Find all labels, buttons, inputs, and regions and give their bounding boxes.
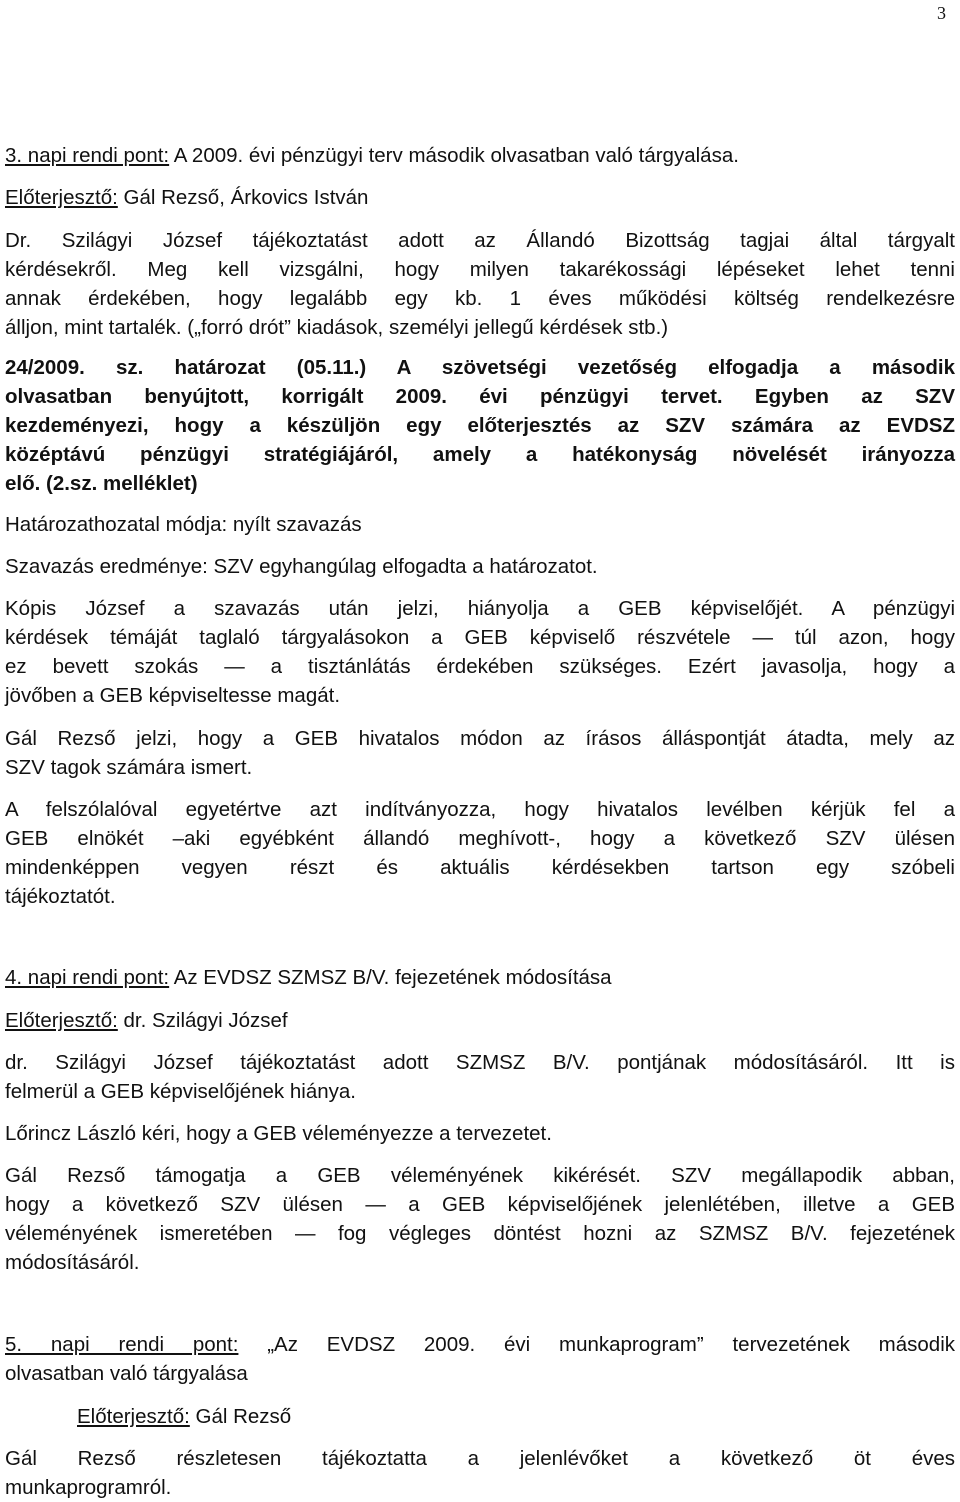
item3-para4-line: mindenképpen vegyen részt és aktuális kérdésekben tartson egy szóbeli bbox=[5, 856, 955, 879]
item5-heading bbox=[5, 1331, 955, 1359]
item4-para3-line: Gál Rezső támogatja a GEB véleményének kikérését. SZV megállapodik abban, bbox=[5, 1164, 955, 1187]
item3-para1-line: kérdésekről. Meg kell vizsgálni, hogy milyen takarékossági lépéseket lehet tenni bbox=[5, 258, 955, 281]
item3-para4-line: GEB elnökét –aki egyébként állandó meghívott-, hogy a következő SZV ülésen bbox=[5, 827, 955, 850]
item3-presenter-text: Gál Rezső, Árkovics István bbox=[117, 186, 369, 209]
item3-heading-label: 3. napi rendi pont: bbox=[5, 144, 170, 167]
item4-heading-text: Az EVDSZ SZMSZ B/V. fejezetének módosítása bbox=[169, 966, 612, 989]
item4-para3-line: véleményének ismeretében — fog végleges döntést hozni az SZMSZ B/V. fejezetének bbox=[5, 1222, 955, 1245]
item5-presenter bbox=[77, 1403, 955, 1431]
item4-para1-line: felmerül a GEB képviselőjének hiánya. bbox=[5, 1080, 356, 1103]
item3-presenter bbox=[5, 184, 955, 212]
item4-para3-line: módosításáról. bbox=[5, 1251, 140, 1274]
resolution-line: olvasatban benyújtott, korrigált 2009. évi pénzügyi tervet. Egyben az SZV bbox=[5, 385, 955, 408]
item3-heading bbox=[5, 142, 955, 170]
vote-result: Szavazás eredménye: SZV egyhangúlag elfogadta a határozatot. bbox=[5, 555, 598, 578]
item3-para1-line: álljon, mint tartalék. („forró drót” kiadások, személyi jellegű kérdések stb.) bbox=[5, 316, 669, 339]
item5-para1-line: munkaprogramról. bbox=[5, 1476, 172, 1499]
item4-presenter-label: Előterjesztő: bbox=[5, 1009, 118, 1032]
resolution-line: elő. (2.sz. melléklet) bbox=[5, 472, 198, 495]
item3-para2-line: jövőben a GEB képviseltesse magát. bbox=[5, 684, 341, 707]
item4-para2: Lőrincz László kéri, hogy a GEB véleményezze a tervezetet. bbox=[5, 1122, 552, 1145]
item5-heading-label: 5. napi rendi pont: bbox=[5, 1333, 239, 1356]
resolution-line: kezdeményezi, hogy a készüljön egy előterjesztés az SZV számára az EVDSZ bbox=[5, 414, 955, 437]
item3-para4-line: A felszólalóval egyetértve azt indítványozza, hogy hivatalos levélben kérjük fel a bbox=[5, 798, 955, 821]
item5-presenter-text: Gál Rezső bbox=[189, 1405, 292, 1428]
item4-para1-line: dr. Szilágyi József tájékoztatást adott SZMSZ B/V. pontjának módosításáról. Itt is bbox=[5, 1051, 955, 1074]
item4-heading bbox=[5, 964, 955, 992]
item5-heading-text: „Az EVDSZ 2009. évi munkaprogram” tervezetének második bbox=[238, 1333, 955, 1356]
item3-heading-text: A 2009. évi pénzügyi terv második olvasatban való tárgyalása. bbox=[169, 144, 739, 167]
item3-para1-line: Dr. Szilágyi József tájékoztatást adott az Állandó Bizottság tagjai által tárgyalt bbox=[5, 229, 955, 252]
item3-para2-line: ez bevett szokás — a tisztánlátás érdekében szükséges. Ezért javasolja, hogy a bbox=[5, 655, 955, 678]
item3-para2-line: Kópis József a szavazás után jelzi, hiányolja a GEB képviselőjét. A pénzügyi bbox=[5, 597, 955, 620]
item5-para1-line: Gál Rezső részletesen tájékoztatta a jelenlévőket a következő öt éves bbox=[5, 1447, 955, 1470]
item3-para1-line: annak érdekében, hogy legalább egy kb. 1 éves működési költség rendelkezésre bbox=[5, 287, 955, 310]
item4-heading-label: 4. napi rendi pont: bbox=[5, 966, 170, 989]
item3-para2-line: kérdések témáját taglaló tárgyalásokon a GEB képviselő részvétele — túl azon, hogy bbox=[5, 626, 955, 649]
page-number: 3 bbox=[937, 3, 946, 23]
item4-presenter bbox=[5, 1007, 955, 1035]
item5-presenter-label: Előterjesztő: bbox=[77, 1405, 190, 1428]
resolution-line: 24/2009. sz. határozat (05.11.) A szövetségi vezetőség elfogadja a második bbox=[5, 356, 955, 379]
item4-presenter-text: dr. Szilágyi József bbox=[117, 1009, 288, 1032]
resolution-line: középtávú pénzügyi stratégiájáról, amely a hatékonyság növelését irányozza bbox=[5, 443, 955, 466]
item3-para3-line: SZV tagok számára ismert. bbox=[5, 756, 253, 779]
vote-method: Határozathozatal módja: nyílt szavazás bbox=[5, 513, 362, 536]
item3-para3-line: Gál Rezső jelzi, hogy a GEB hivatalos módon az írásos álláspontját átadta, mely az bbox=[5, 727, 955, 750]
item3-presenter-label: Előterjesztő: bbox=[5, 186, 118, 209]
item5-heading-line2: olvasatban való tárgyalása bbox=[5, 1362, 248, 1385]
item4-para3-line: hogy a következő SZV ülésen — a GEB képviselőjének jelenlétében, illetve a GEB bbox=[5, 1193, 955, 1216]
item3-para4-line: tájékoztatót. bbox=[5, 885, 116, 908]
